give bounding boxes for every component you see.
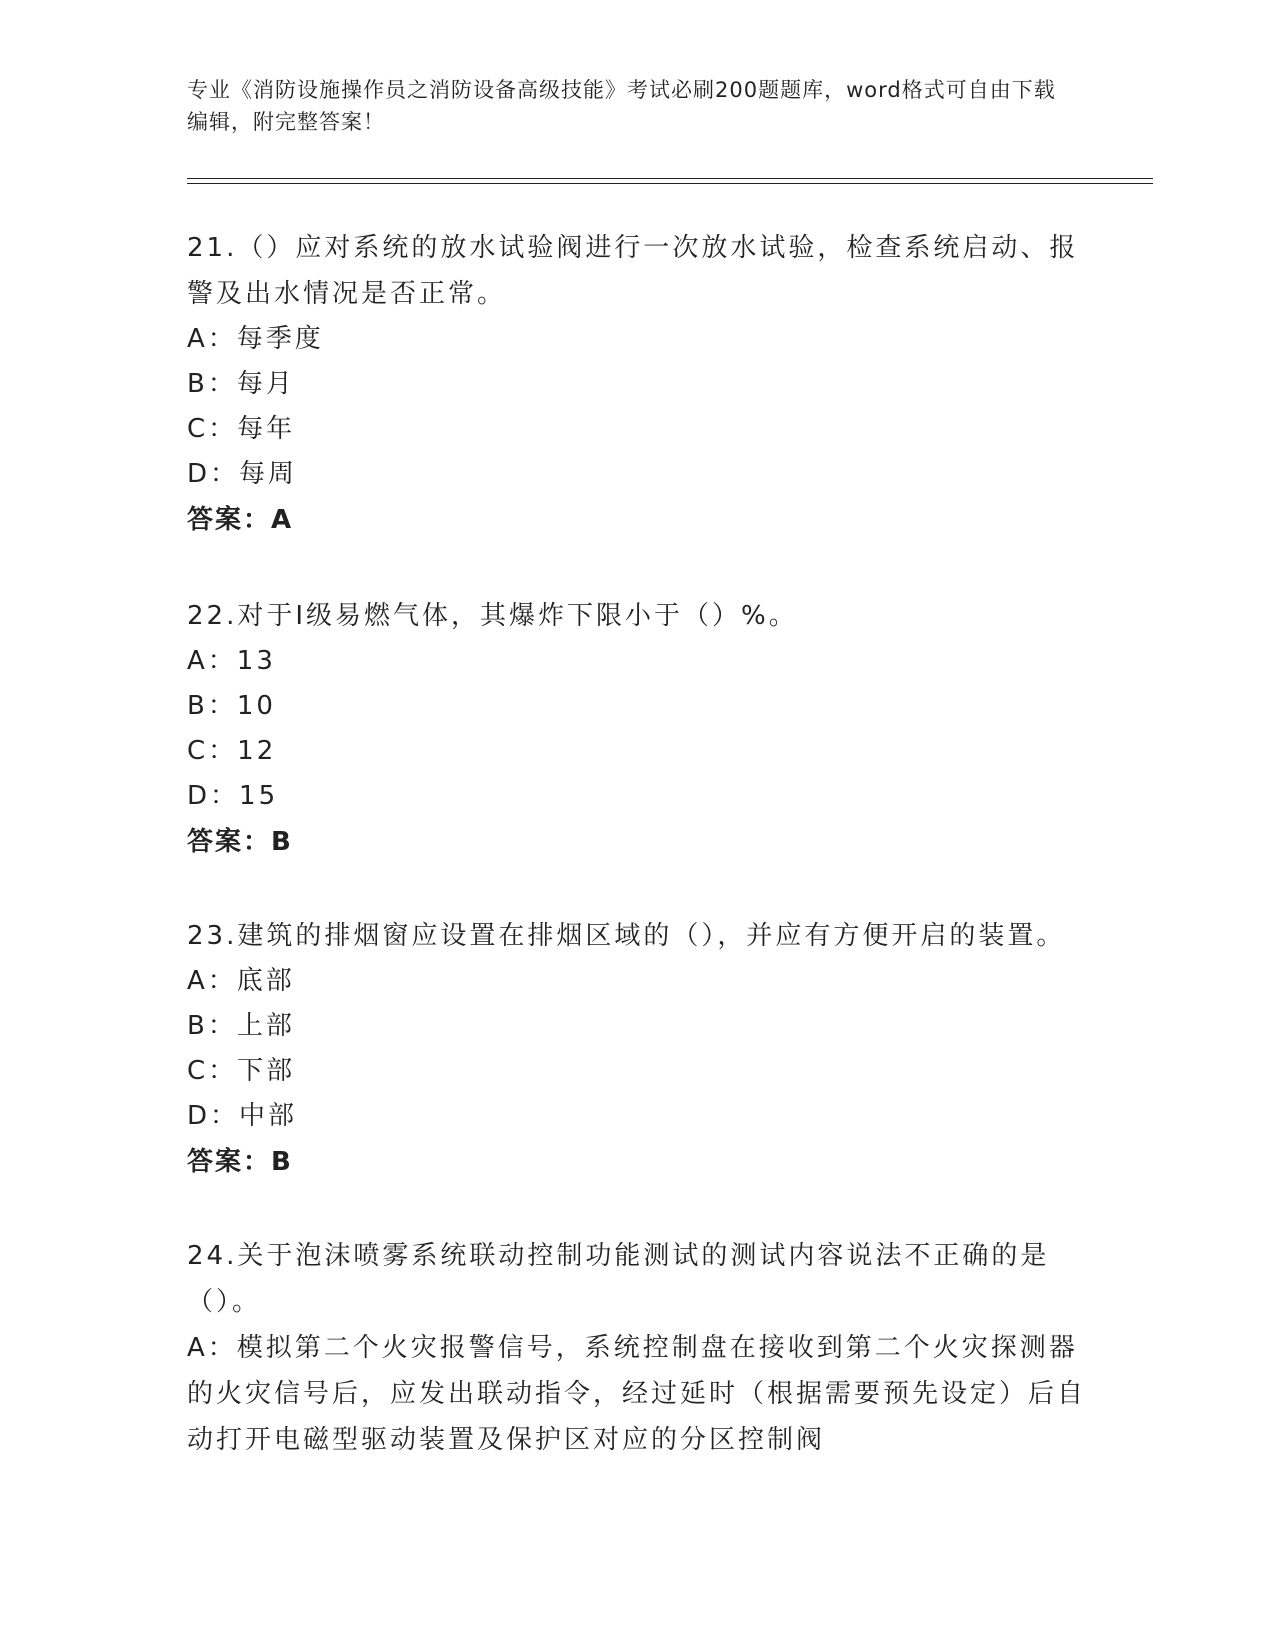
option-b: B：10 bbox=[187, 691, 276, 721]
option-c: C：每年 bbox=[187, 414, 296, 444]
question-24 bbox=[187, 1233, 1087, 1463]
header-divider bbox=[187, 178, 1153, 184]
option-b: B：上部 bbox=[187, 1011, 295, 1041]
question-22 bbox=[187, 593, 1087, 865]
option-d: D：15 bbox=[187, 781, 279, 811]
option-a: A：模拟第二个火灾报警信号，系统控制盘在接收到第二个火灾探测器的火灾信号后，应发出联动指令，经过延时（根据需要预先设定）后自动打开电磁型驱动装置及保护区对应的分区控制阀 bbox=[187, 1333, 1087, 1455]
option-d: D：每周 bbox=[187, 459, 298, 489]
option-c: C：12 bbox=[187, 736, 277, 766]
question-stem: 24.关于泡沫喷雾系统联动控制功能测试的测试内容说法不正确的是（）。 bbox=[187, 1241, 1050, 1317]
question-21 bbox=[187, 225, 1087, 543]
option-a: A：底部 bbox=[187, 966, 295, 996]
option-b: B：每月 bbox=[187, 369, 295, 399]
question-23 bbox=[187, 913, 1087, 1185]
option-a: A：13 bbox=[187, 646, 276, 676]
question-stem: 22.对于Ⅰ级易燃气体，其爆炸下限小于（）%。 bbox=[187, 601, 798, 631]
answer: 答案：B bbox=[187, 827, 293, 857]
answer: 答案：B bbox=[187, 1147, 293, 1177]
option-d: D：中部 bbox=[187, 1101, 298, 1131]
document-header: 专业《消防设施操作员之消防设备高级技能》考试必刷200题题库，word格式可自由下载编辑，附完整答案！ bbox=[187, 78, 1056, 134]
option-c: C：下部 bbox=[187, 1056, 296, 1086]
question-stem: 21.（）应对系统的放水试验阀进行一次放水试验，检查系统启动、报警及出水情况是否正常。 bbox=[187, 233, 1079, 309]
question-stem: 23.建筑的排烟窗应设置在排烟区域的（），并应有方便开启的装置。 bbox=[187, 921, 1066, 951]
option-a: A：每季度 bbox=[187, 324, 324, 354]
answer: 答案：A bbox=[187, 505, 294, 535]
